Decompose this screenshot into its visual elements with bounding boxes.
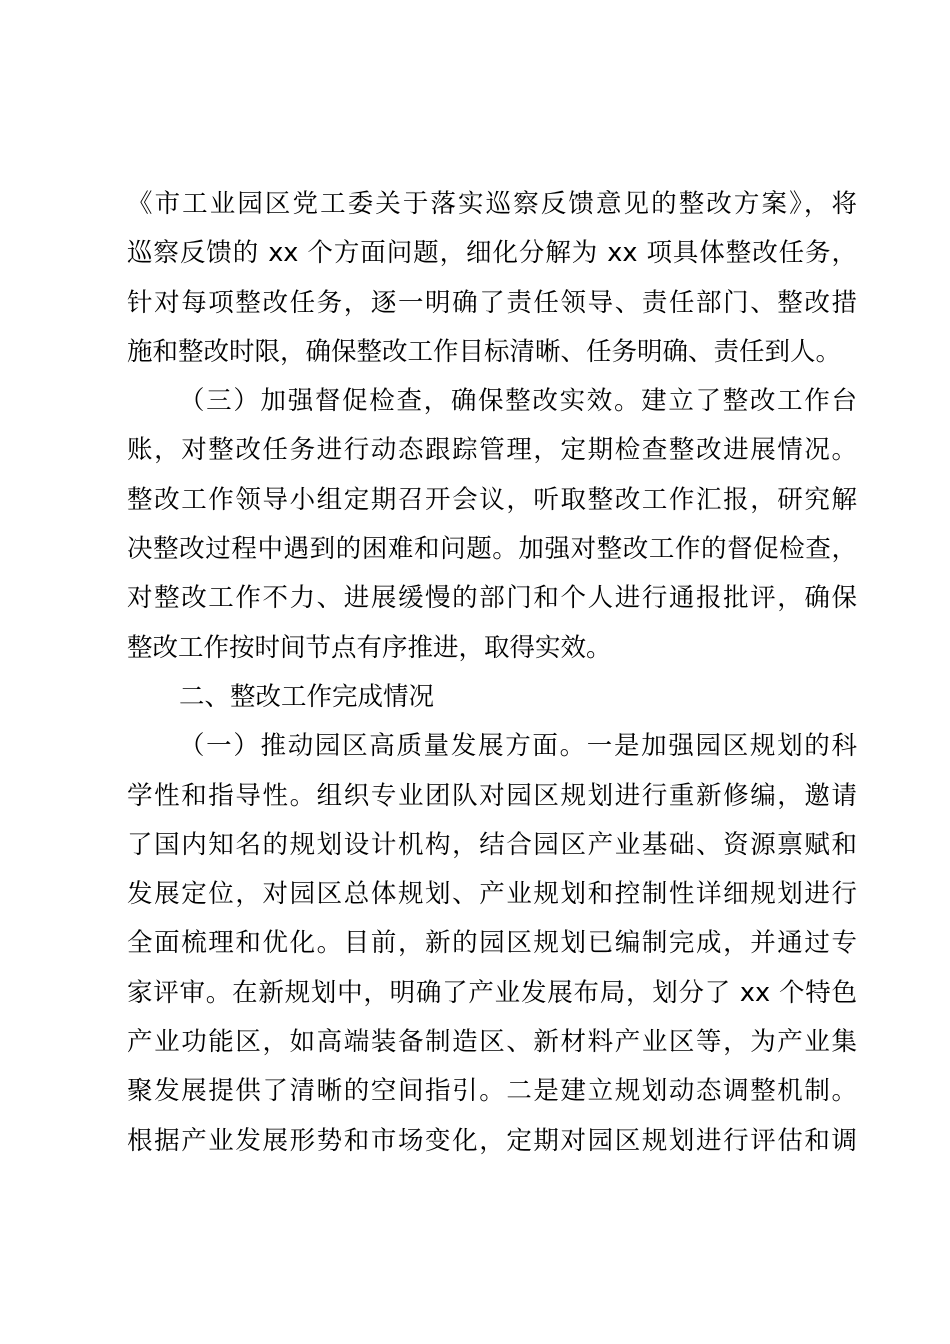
text-line: 账，对整改任务进行动态跟踪管理，定期检查整改进展情况。	[127, 435, 857, 466]
text-line: 巡察反馈的 xx 个方面问题，细化分解为 xx 项具体整改任务，	[127, 238, 857, 269]
text-line: 决整改过程中遇到的困难和问题。加强对整改工作的督促检查，	[127, 534, 857, 565]
text-line: 聚发展提供了清晰的空间指引。二是建立规划动态调整机制。	[127, 1076, 857, 1107]
text-line: 二、整改工作完成情况	[179, 681, 435, 712]
text-line: 整改工作领导小组定期召开会议，听取整改工作汇报，研究解	[127, 484, 857, 515]
text-line: 根据产业发展形势和市场变化，定期对园区规划进行评估和调	[127, 1125, 857, 1156]
text-line: 了国内知名的规划设计机构，结合园区产业基础、资源禀赋和	[127, 829, 857, 860]
text-line: 针对每项整改任务，逐一明确了责任领导、责任部门、整改措	[127, 287, 857, 318]
text-line: 发展定位，对园区总体规划、产业规划和控制性详细规划进行	[127, 879, 857, 910]
text-line: （三）加强督促检查，确保整改实效。建立了整改工作台	[179, 386, 857, 417]
text-line: 全面梳理和优化。目前，新的园区规划已编制完成，并通过专	[127, 928, 857, 959]
text-line: 产业功能区，如高端装备制造区、新材料产业区等，为产业集	[127, 1027, 857, 1058]
text-line: 对整改工作不力、进展缓慢的部门和个人进行通报批评，确保	[127, 583, 857, 614]
text-line: （一）推动园区高质量发展方面。一是加强园区规划的科	[179, 731, 857, 762]
body-text	[127, 180, 857, 1166]
text-line: 施和整改时限，确保整改工作目标清晰、任务明确、责任到人。	[127, 336, 842, 367]
text-line: 家评审。在新规划中，明确了产业发展布局，划分了 xx 个特色	[127, 977, 857, 1008]
text-line: 整改工作按时间节点有序推进，取得实效。	[127, 632, 612, 663]
text-line: 《市工业园区党工委关于落实巡察反馈意见的整改方案》，将	[127, 189, 857, 219]
text-line: 学性和指导性。组织专业团队对园区规划进行重新修编，邀请	[127, 780, 857, 811]
